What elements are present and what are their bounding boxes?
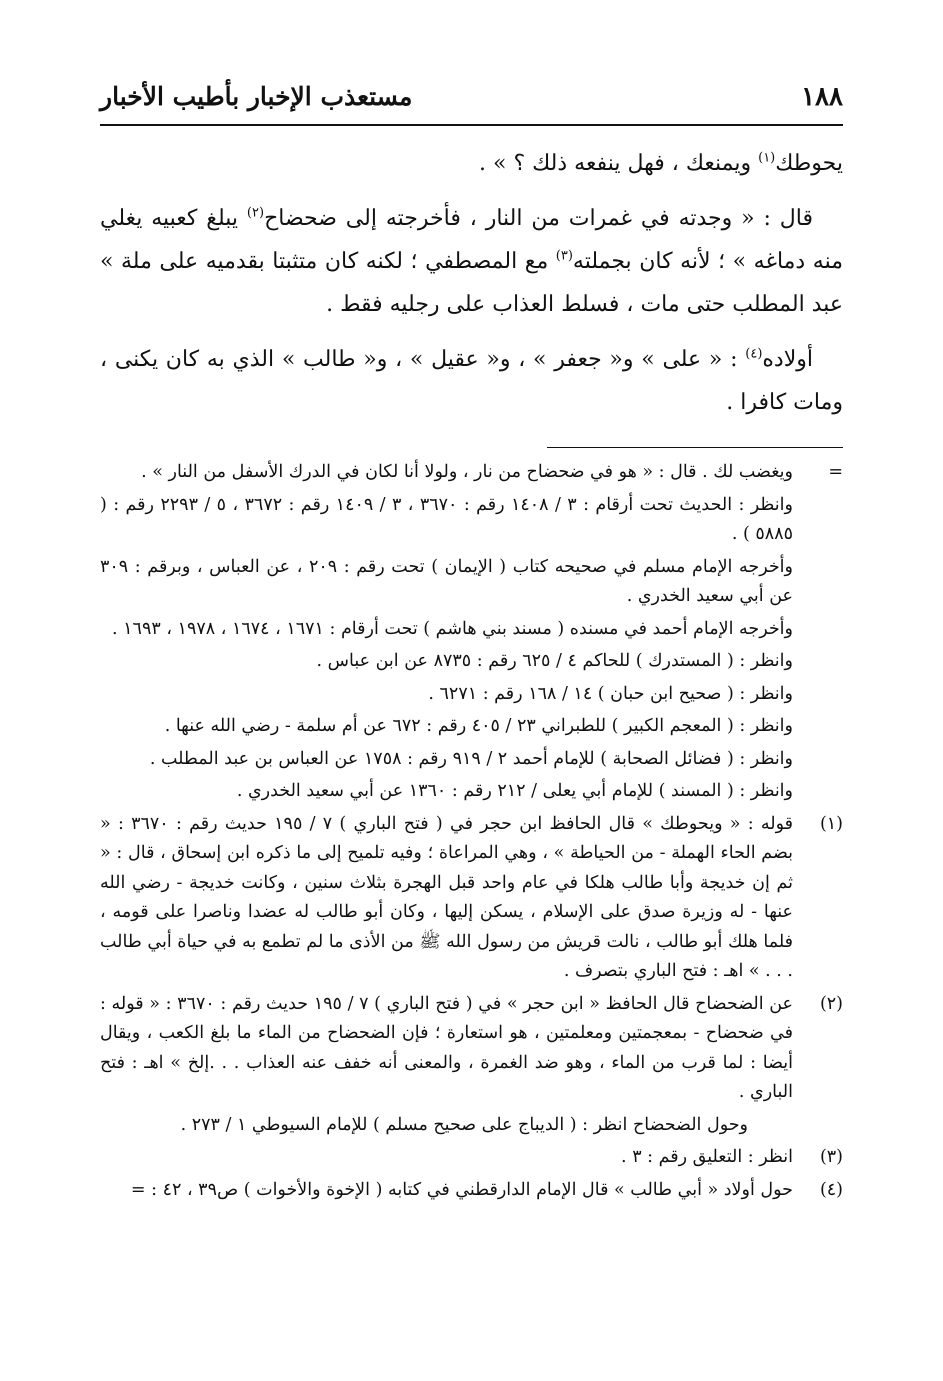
footnote: وأخرجه الإمام أحمد في مسنده ( مسند بني هاشم ) تحت أرقام : ١٦٧١ ، ١٦٧٤ ، ١٩٧٨ ، ١٦٩٣ . bbox=[112, 618, 793, 639]
footnote-mark: = bbox=[828, 462, 843, 482]
footnote-ref: (٤) bbox=[745, 346, 763, 362]
footnote: وحول الضحضاح انظر : ( الديباج على صحيح مسلم ) للإمام السيوطي ١ / ٢٧٣ . bbox=[180, 1114, 748, 1135]
paragraph: قال : « وجدته في غمرات من النار ، فأخرجته إلى ضحضاح$^{(٢)}$ يبلغ كعبيه يغلي منه دماغه » ؛ لأنه كان بجملته$^{(٣)}$ مع المصطفي ؛ لكنه كان متثبتا بقدميه على ملة » عبد المطلب حتى مات ، فسلط العذاب على رجليه فقط . bbox=[100, 205, 843, 317]
footnote-ref: (١) bbox=[758, 150, 776, 166]
page-number: ١٨٨ bbox=[801, 82, 843, 112]
page-header bbox=[100, 78, 843, 126]
main-text bbox=[100, 142, 843, 436]
footnote-mark: (٣) bbox=[819, 1147, 843, 1167]
footnote: = ويغضب لك . قال : « هو في ضحضاح من نار ، ولولا أنا لكان في الدرك الأسفل من النار » . bbox=[100, 458, 843, 488]
footnote: وانظر : ( فضائل الصحابة ) للإمام أحمد ٢ / ٩١٩ رقم : ١٧٥٨ عن العباس بن عبد المطلب . bbox=[149, 748, 793, 769]
footnote-mark: (٢) bbox=[819, 993, 843, 1014]
footnotes bbox=[100, 458, 843, 1208]
footnote-separator bbox=[547, 447, 843, 448]
footnote: وانظر : ( صحيح ابن حبان ) ١٤ / ١٦٨ رقم : ٦٢٧١ . bbox=[428, 683, 793, 704]
footnote: (٤) حول أولاد « أبي طالب » قال الإمام الدارقطني في كتابه ( الإخوة والأخوات ) ص٣٩ ، ٤٢ : = bbox=[100, 1176, 843, 1206]
footnote: وانظر : ( المعجم الكبير ) للطبراني ٢٣ / ٤٠٥ رقم : ٦٧٢ عن أم سلمة - رضي الله عنها . bbox=[164, 716, 793, 736]
footnote-ref: (٢) bbox=[246, 205, 265, 221]
footnote-mark: (١) bbox=[819, 813, 843, 834]
footnote: (٢) عن الضحضاح قال الحافظ « ابن حجر » في ( فتح الباري ) ٧ / ١٩٥ حديث رقم : ٣٦٧٠ : « قوله : في ضحضاح - بمعجمتين ومعلمتين ، هو استعارة ؛ فإن الضحضاح من الماء ما بلغ الكعب ، ويقال أيضا : لما قرب من الماء ، وهو ضد الغمرة ، والمعنى أنه خفف عنه العذاب . . .إلخ » اهـ : فتح الباري . bbox=[100, 990, 843, 1108]
footnote-ref: (٣) bbox=[555, 248, 573, 264]
footnote: (١) قوله : « ويحوطك » قال الحافظ ابن حجر في ( فتح الباري ) ٧ / ١٩٥ حديث رقم : ٣٦٧٠ : « بضم الحاء الهملة - من الحياطة » ، وهي المراعاة ؛ وفيه تلميح إلى ما ذكره ابن إسحاق ، قال : « ثم إن خديجة وأبا طالب هلكا في عام واحد قبل الهجرة بثلاث سنين ، وكانت خديجة - رضي الله عنها - له وزيرة صدق على الإسلام ، يسكن إليها ، وكان أبو طالب له عضدا وناصرا على قومه ، فلما هلك أبو طالب ، نالت قريش من رسول الله ﷺ من الأذى ما لم تطمع به في حياة أبي طالب . . . » اهـ : فتح الباري بتصرف . bbox=[100, 810, 843, 987]
footnote-mark: (٤) bbox=[819, 1179, 843, 1200]
footnote: وانظر : الحديث تحت أرقام : ٣ / ١٤٠٨ رقم : ٣٦٧٠ ، ٣ / ١٤٠٩ رقم : ٣٦٧٢ ، ٥ / ٢٢٩٣ رقم : ( ٥٨٨٥ ) . bbox=[100, 494, 793, 544]
running-title: مستعذب الإخبار بأطيب الأخبار bbox=[100, 82, 413, 111]
footnote: وانظر : ( المسند ) للإمام أبي يعلى / ٢١٢ رقم : ١٣٦٠ عن أبي سعيد الخدري . bbox=[236, 781, 793, 801]
paragraph: أولاده$^{(٤)}$ : « على » و« جعفر » ، و« عقيل » ، و« طالب » الذي به كان يكنى ، ومات كافرا . bbox=[100, 346, 843, 415]
footnote: (٣) انظر : التعليق رقم : ٣ . bbox=[100, 1143, 843, 1173]
paragraph: يحوطك$^{(١)}$ ويمنعك ، فهل ينفعه ذلك ؟ » . bbox=[479, 150, 843, 176]
footnote: وانظر : ( المستدرك ) للحاكم ٤ / ٦٢٥ رقم : ٨٧٣٥ عن ابن عباس . bbox=[316, 651, 793, 671]
footnote: وأخرجه الإمام مسلم في صحيحه كتاب ( الإيمان ) تحت رقم : ٢٠٩ ، عن العباس ، وبرقم : ٣٠٩ عن أبي سعيد الخدري . bbox=[100, 556, 793, 606]
